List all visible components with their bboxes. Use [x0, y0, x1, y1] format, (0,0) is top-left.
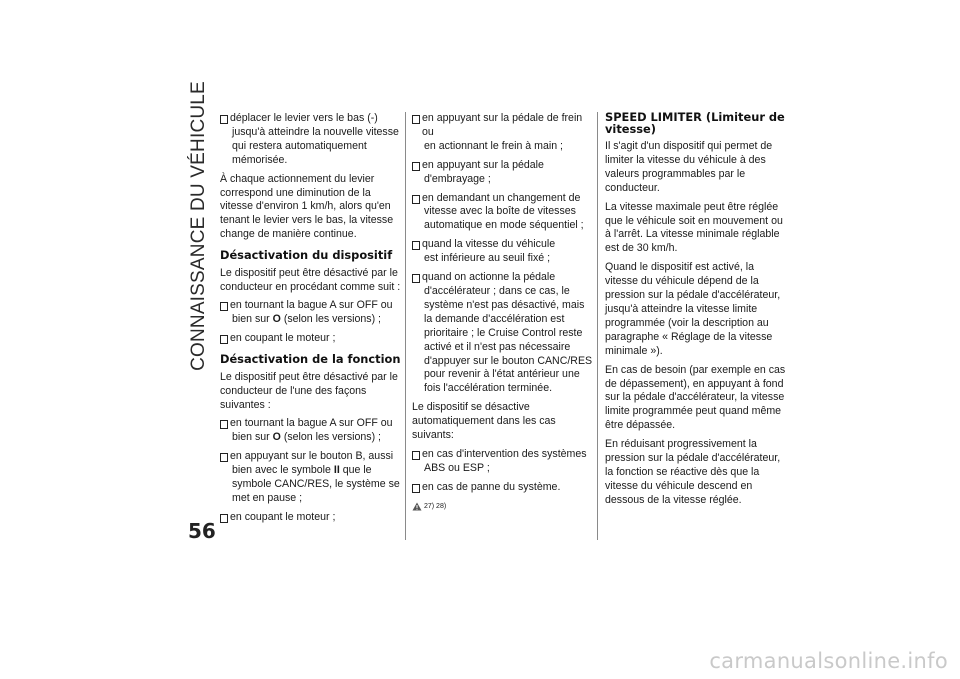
paragraph: Le dispositif peut être désactivé par le conducteur en procédant comme suit :	[220, 266, 401, 293]
pause-symbol: II	[333, 464, 340, 477]
text-column-1	[220, 112, 402, 530]
warning-icon	[412, 502, 422, 511]
section-heading-deactivation-device: Désactivation du dispositif	[220, 248, 393, 263]
bullet-item: en coupant le moteur ;	[220, 332, 402, 346]
section-heading-deactivation-function: Désactivation de la fonction	[220, 352, 401, 367]
bullet-item: en appuyant sur le bouton B, aussi bien avec le symbole II que le symbole CANC/RES, le système se met en pause ;	[220, 450, 402, 506]
paragraph: La vitesse maximale peut être réglée que le véhicule soit en mouvement ou à l'arrêt. La vitesse minimale réglable est de 30 km/h.	[605, 200, 783, 255]
bullet-item: en demandant un changement de vitesse avec la boîte de vitesses automatique en mode séquentiel ;	[412, 192, 594, 234]
bullet-item: en appuyant sur la pédale d'embrayage ;	[412, 159, 594, 187]
off-symbol: O	[272, 431, 281, 444]
side-section-title-text: CONNAISSANCE DU VÉHICULE	[188, 81, 210, 371]
text-column-3	[605, 112, 787, 513]
paragraph: À chaque actionnement du levier correspond une diminution de la vitesse d'environ 1 km/h, alors qu'en tenant le levier vers le bas, la vitesse change de manière continue.	[220, 172, 394, 241]
paragraph: Le dispositif peut être désactivé par le conducteur de l'une des façons suivantes :	[220, 370, 398, 411]
bullet-item: en tournant la bague A sur OFF ou bien sur O (selon les versions) ;	[220, 417, 402, 445]
page-number: 56	[188, 519, 216, 543]
paragraph: Le dispositif se désactive automatiquement dans les cas suivants:	[412, 401, 556, 442]
text-column-2	[412, 112, 594, 514]
bullet-item: en appuyant sur la pédale de frein ou en actionnant le frein à main ;	[412, 112, 594, 154]
off-symbol: O	[272, 313, 281, 326]
bullet-item: déplacer le levier vers le bas (-) jusqu'à atteindre la nouvelle vitesse qui restera automatiquement mémorisée.	[220, 112, 402, 168]
paragraph: En réduisant progressivement la pression sur la pédale d'accélérateur, la fonction se réactive dès que la vitesse du véhicule descend en dessous de la vitesse réglée.	[605, 438, 781, 506]
bullet-item: quand on actionne la pédale d'accélérateur ; dans ce cas, le système n'est pas désactivé, mais la demande d'accélération est prioritaire ; le Cruise Control reste activé et il n'est pas nécessaire d'appuyer sur le bouton CANC/RES pour revenir à l'état antérieur une fois l'accélération terminée.	[412, 271, 594, 396]
watermark: carmanualsonline.info	[709, 649, 948, 673]
bullet-item: en coupant le moteur ;	[220, 511, 402, 525]
bullet-item: quand la vitesse du véhicule est inférieure au seuil fixé ;	[412, 238, 594, 266]
warning-reference	[412, 500, 594, 514]
bullet-item: en tournant la bague A sur OFF ou bien sur O (selon les versions) ;	[220, 299, 402, 327]
paragraph: Quand le dispositif est activé, la vitesse du véhicule dépend de la pression sur la pédale d'accélérateur, jusqu'à atteindre la vitesse limite programmée (voir la description au paragraphe « Réglage de la vitesse minimale »).	[605, 261, 781, 357]
column-divider-1	[405, 112, 406, 540]
column-divider-2	[597, 112, 598, 540]
bullet-item: en cas de panne du système.	[412, 481, 594, 495]
paragraph: En cas de besoin (par exemple en cas de dépassement), en appuyant à fond sur la pédale d'accélérateur, la vitesse limite programmée peut quand même être dépassée.	[605, 363, 786, 432]
section-heading-speed-limiter: SPEED LIMITER (Limiteur de vitesse)	[605, 110, 785, 136]
side-section-title	[183, 81, 215, 371]
warning-ref-numbers: 27) 28)	[424, 502, 447, 510]
paragraph: Il s'agit d'un dispositif qui permet de limiter la vitesse du véhicule à des valeurs programmables par le conducteur.	[605, 140, 773, 194]
bullet-item: en cas d'intervention des systèmes ABS ou ESP ;	[412, 448, 594, 476]
